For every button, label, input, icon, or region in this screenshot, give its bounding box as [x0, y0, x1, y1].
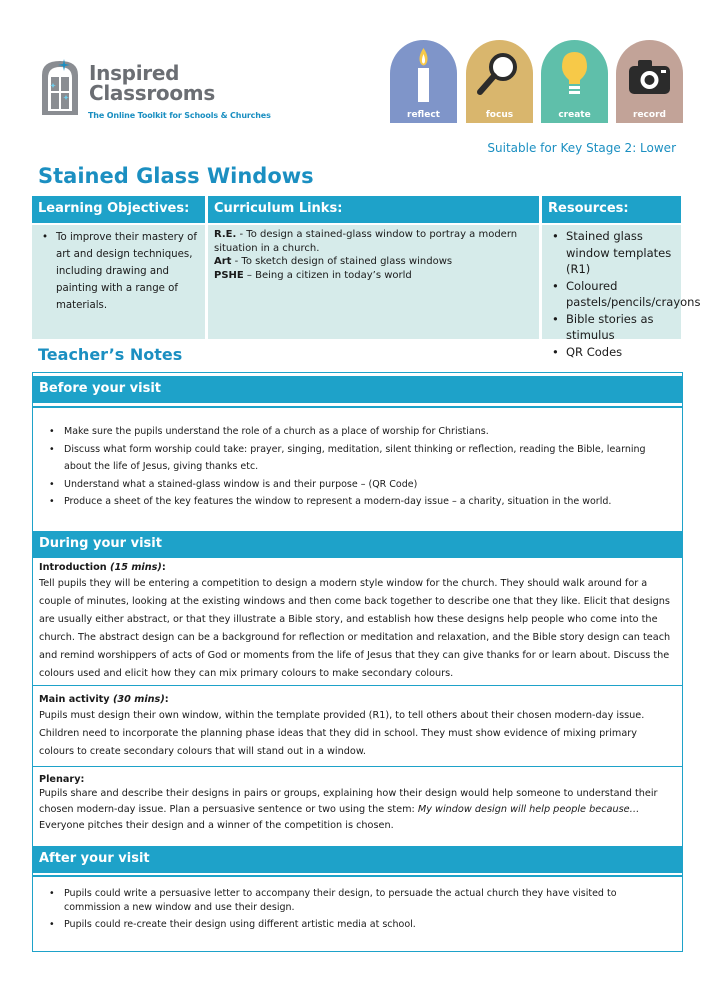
curriculum-line-re: R.E. - To design a stained-glass window to portray a modern situation in a church.	[214, 229, 518, 254]
curriculum-heading: Curriculum Links:	[208, 196, 539, 223]
plenary-closing: Everyone pitches their design and a winner of the competition is chosen.	[39, 820, 394, 831]
focus-arch	[466, 40, 533, 123]
resource-item: • Bible stories as stimulus	[548, 311, 675, 344]
reflect-arch	[390, 40, 457, 123]
plenary-label: Plenary:	[39, 774, 85, 785]
section-divider	[33, 875, 682, 877]
main-activity-label: Main activity (30 mins):	[39, 694, 169, 705]
record-arch	[616, 40, 683, 123]
plenary-text: Pupils share and describe their designs in pairs or groups, explaining how their design would help someone to understand their chosen modern-day issue. Plan a persuasive sentence or two using the stem:	[39, 788, 658, 815]
church-window-logo-icon	[40, 57, 80, 115]
resources-heading: Resources:	[542, 196, 681, 223]
list-item: • Discuss what form worship could take: prayer, singing, meditation, silent thinking or reflection, reading the Bible, learning about the life of Jesus, giving thanks etc.	[47, 441, 670, 476]
list-item: • Pupils could re-create their design using different artistic media at school.	[47, 918, 670, 932]
camera-icon	[616, 40, 683, 110]
section-divider	[33, 685, 682, 686]
before-visit-heading: Before your visit	[33, 376, 682, 403]
magnifier-icon	[466, 40, 533, 110]
arch-label-focus: focus	[485, 110, 514, 120]
brand-name: Inspired Classrooms	[89, 61, 215, 105]
arch-label-record: record	[633, 110, 666, 120]
create-arch	[541, 40, 608, 123]
curriculum-body	[208, 225, 539, 339]
introduction-label: Introduction (15 mins):	[39, 562, 166, 573]
plenary-stem: My window design will help people because…	[417, 804, 640, 815]
during-visit-heading: During your visit	[33, 531, 682, 558]
plenary-block	[39, 773, 672, 834]
objectives-body	[32, 225, 205, 339]
resource-item: • Stained glass window templates (R1)	[548, 228, 675, 278]
brand-logo	[40, 53, 280, 123]
candle-icon	[390, 40, 457, 110]
lightbulb-icon	[541, 40, 608, 110]
list-item: • Understand what a stained-glass window is and their purpose – (QR Code)	[47, 476, 670, 494]
page-title: Stained Glass Windows	[38, 164, 314, 188]
curriculum-line-pshe: PSHE – Being a citizen in today’s world	[214, 269, 412, 281]
introduction-text: Tell pupils they will be entering a competition to design a modern style window for the church. They should walk around for a couple of minutes, looking at the existing windows and then come back together to describe one that they like. Elicit that designs are usually either abstract, or that they illustrate a Bible story, and establish how these designs help people who come into the church. The abstract design can be a background for reflection or meditation and relaxation, and the Bible story design can teach and remind worshippers of acts of God or moments from the life of Jesus that they can give thanks for or learn about. Discuss the colours used and elicit how they can mix primary colours to make secondary colours.	[39, 578, 671, 679]
before-visit-list	[47, 423, 670, 511]
resource-item: • Coloured pastels/pencils/crayons	[548, 278, 675, 311]
key-stage-label: Suitable for Key Stage 2: Lower	[487, 141, 676, 155]
list-item: • Pupils could write a persuasive letter to accompany their design, to persuade the actual church they have visited to commission a new window and use their design.	[47, 887, 670, 915]
resource-item: • QR Codes	[548, 344, 675, 361]
section-divider	[33, 766, 682, 767]
objectives-column	[32, 196, 205, 339]
after-visit-list	[47, 887, 670, 935]
after-visit-heading: After your visit	[33, 846, 682, 873]
activity-icons	[390, 40, 690, 123]
resources-body	[542, 225, 701, 359]
curriculum-column	[208, 196, 539, 339]
main-activity-text: Pupils must design their own window, within the template provided (R1), to tell others about their chosen modern-day issue. Children need to incorporate the planning phase ideas that they did in school. They must show evidence of mixing primary colours to create secondary colours that will stand out in a window.	[39, 710, 645, 757]
brand-tagline: The Online Toolkit for Schools & Churches	[88, 111, 271, 120]
objective-item: • To improve their mastery of art and design techniques, including drawing and painting with a range of materials.	[38, 229, 199, 314]
arch-label-reflect: reflect	[407, 110, 440, 120]
curriculum-line-art: Art - To sketch design of stained glass windows	[214, 256, 453, 267]
section-divider	[33, 406, 682, 408]
introduction-block	[39, 561, 672, 683]
objectives-heading: Learning Objectives:	[32, 196, 205, 223]
arch-label-create: create	[558, 110, 591, 120]
list-item: • Produce a sheet of the key features the window to represent a modern-day issue – a charity, situation in the world.	[47, 493, 670, 511]
list-item: • Make sure the pupils understand the role of a church as a place of worship for Christians.	[47, 423, 670, 441]
teachers-notes-heading: Teacher’s Notes	[38, 345, 183, 364]
resources-column	[542, 196, 701, 359]
notes-panel	[32, 372, 683, 952]
main-activity-block	[39, 693, 672, 761]
